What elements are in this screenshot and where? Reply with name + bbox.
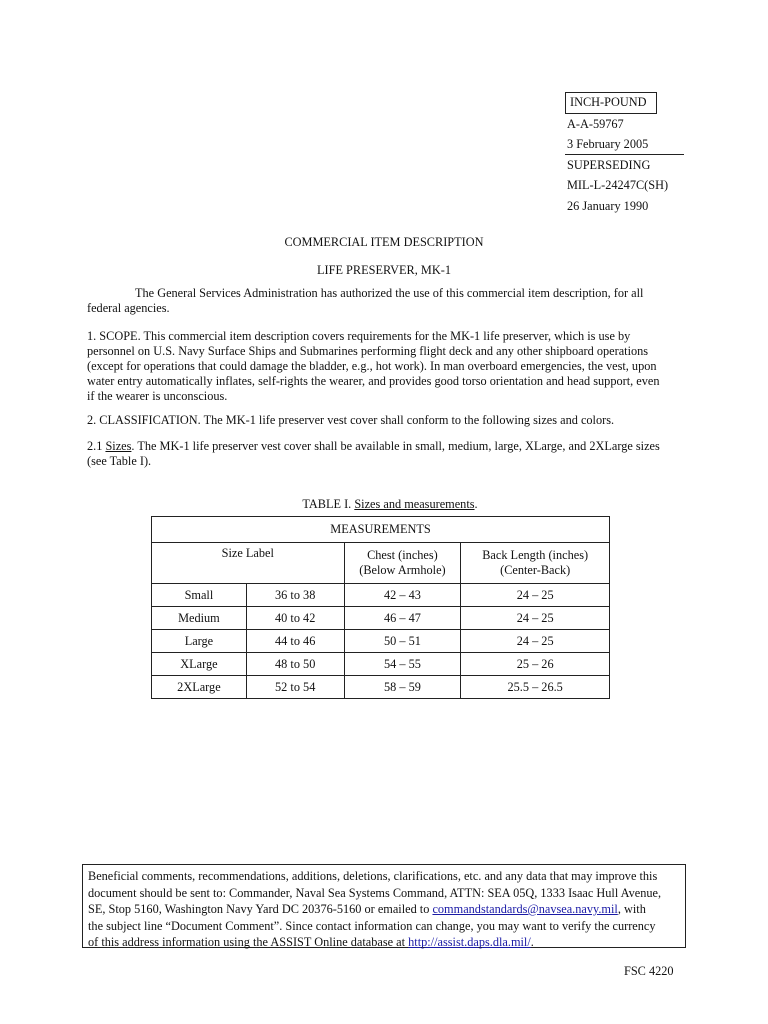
sizes-heading: Sizes xyxy=(105,439,132,453)
table-caption xyxy=(6,497,768,512)
email-link[interactable]: commandstandards@navsea.navy.mil xyxy=(432,902,618,916)
superseded-document-id: MIL-L-24247C(SH) xyxy=(567,178,669,192)
fsc-code: FSC 4220 xyxy=(624,964,674,978)
notice-line-4: the subject line “Document Comment”. Since contact information can change, you may want to verify the currency xyxy=(88,918,656,933)
notice-line-5-post: . xyxy=(530,935,534,949)
size-range: 40 to 42 xyxy=(246,607,344,630)
intro-line-1: The General Services Administration has authorized the use of this commercial item description, for all xyxy=(135,286,644,300)
scope-line-1: 1. SCOPE. This commercial item description covers requirements for the MK-1 life preserver, which is use by xyxy=(87,329,631,343)
size-range: 44 to 46 xyxy=(246,630,344,653)
scope-line-3: (except for operations that could damage the bladder, e.g., hot work). In man overboard emergencies, the vest, upon xyxy=(87,359,657,373)
notice-line-3-post: , with xyxy=(617,902,646,916)
table-caption-title: Sizes and measurements xyxy=(354,497,475,511)
assist-url-link[interactable]: http://assist.daps.dla.mil/ xyxy=(408,935,531,949)
table-caption-prefix: TABLE I. xyxy=(302,497,355,511)
intro-line-2: federal agencies. xyxy=(87,301,170,315)
header-divider xyxy=(565,154,684,155)
document-subtitle: LIFE PRESERVER, MK-1 xyxy=(317,263,451,277)
size-label: Medium xyxy=(152,607,247,630)
table-caption-suffix: . xyxy=(474,497,478,511)
superseded-document-date: 26 January 1990 xyxy=(567,199,649,213)
back-length-header-line-2: (Center-Back) xyxy=(500,563,571,577)
sizes-table xyxy=(151,516,610,699)
document-id: A-A-59767 xyxy=(567,117,624,131)
size-range: 48 to 50 xyxy=(246,653,344,676)
sizes-paragraph-line-2: (see Table I). xyxy=(87,454,152,468)
size-label-header: Size Label xyxy=(152,543,345,584)
classification-paragraph: 2. CLASSIFICATION. The MK-1 life preserver vest cover shall conform to the following sizes and colors. xyxy=(87,413,615,427)
size-label: XLarge xyxy=(152,653,247,676)
chest-value: 42 – 43 xyxy=(344,584,461,607)
comments-notice-box xyxy=(82,864,686,948)
table-row xyxy=(152,607,610,630)
scope-line-4: water entry automatically inflates, self-rights the wearer, and provides good torso orientation and head support, even xyxy=(87,374,660,388)
chest-header xyxy=(344,543,461,584)
sizes-paragraph-line-1 xyxy=(87,439,687,454)
back-length-value: 25.5 – 26.5 xyxy=(461,676,610,699)
size-range: 52 to 54 xyxy=(246,676,344,699)
size-label: Large xyxy=(152,630,247,653)
chest-value: 58 – 59 xyxy=(344,676,461,699)
back-length-value: 24 – 25 xyxy=(461,584,610,607)
back-length-value: 24 – 25 xyxy=(461,607,610,630)
notice-line-3-pre: SE, Stop 5160, Washington Navy Yard DC 20376-5160 or emailed to xyxy=(88,902,433,916)
chest-value: 46 – 47 xyxy=(344,607,461,630)
chest-value: 50 – 51 xyxy=(344,630,461,653)
size-label: Small xyxy=(152,584,247,607)
chest-header-line-1: Chest (inches) xyxy=(367,548,438,562)
notice-line-5 xyxy=(88,934,680,951)
table-row xyxy=(152,653,610,676)
size-range: 36 to 38 xyxy=(246,584,344,607)
notice-line-5-pre: of this address information using the ASSIST Online database at xyxy=(88,935,409,949)
chest-header-line-2: (Below Armhole) xyxy=(359,563,446,577)
chest-value: 54 – 55 xyxy=(344,653,461,676)
back-length-value: 24 – 25 xyxy=(461,630,610,653)
back-length-header-line-1: Back Length (inches) xyxy=(482,548,589,562)
size-label: 2XLarge xyxy=(152,676,247,699)
notice-line-1: Beneficial comments, recommendations, additions, deletions, clarifications, etc. and any data that may improve this xyxy=(88,869,658,883)
back-length-value: 25 – 26 xyxy=(461,653,610,676)
notice-line-2: document should be sent to: Commander, Naval Sea Systems Command, ATTN: SEA 05Q, 1333 Isaac Hull Avenue, xyxy=(88,885,662,900)
back-length-header xyxy=(461,543,610,584)
table-row xyxy=(152,630,610,653)
sizes-number: 2.1 xyxy=(87,439,106,453)
measurements-header: MEASUREMENTS xyxy=(152,517,610,543)
sizes-line-1-text: . The MK-1 life preserver vest cover shall be available in small, medium, large, XLarge, and 2XLarge sizes xyxy=(131,439,660,453)
document-title: COMMERCIAL ITEM DESCRIPTION xyxy=(284,235,484,249)
table-row xyxy=(152,584,610,607)
scope-line-5: if the wearer is unconscious. xyxy=(87,389,228,403)
table-row xyxy=(152,676,610,699)
superseding-label: SUPERSEDING xyxy=(567,158,651,172)
notice-line-3 xyxy=(88,901,680,918)
scope-line-2: personnel on U.S. Navy Surface Ships and Submarines performing flight deck and any other shipboard operations xyxy=(87,344,649,358)
inch-pound-label: INCH-POUND xyxy=(570,95,647,109)
document-date: 3 February 2005 xyxy=(567,137,649,151)
